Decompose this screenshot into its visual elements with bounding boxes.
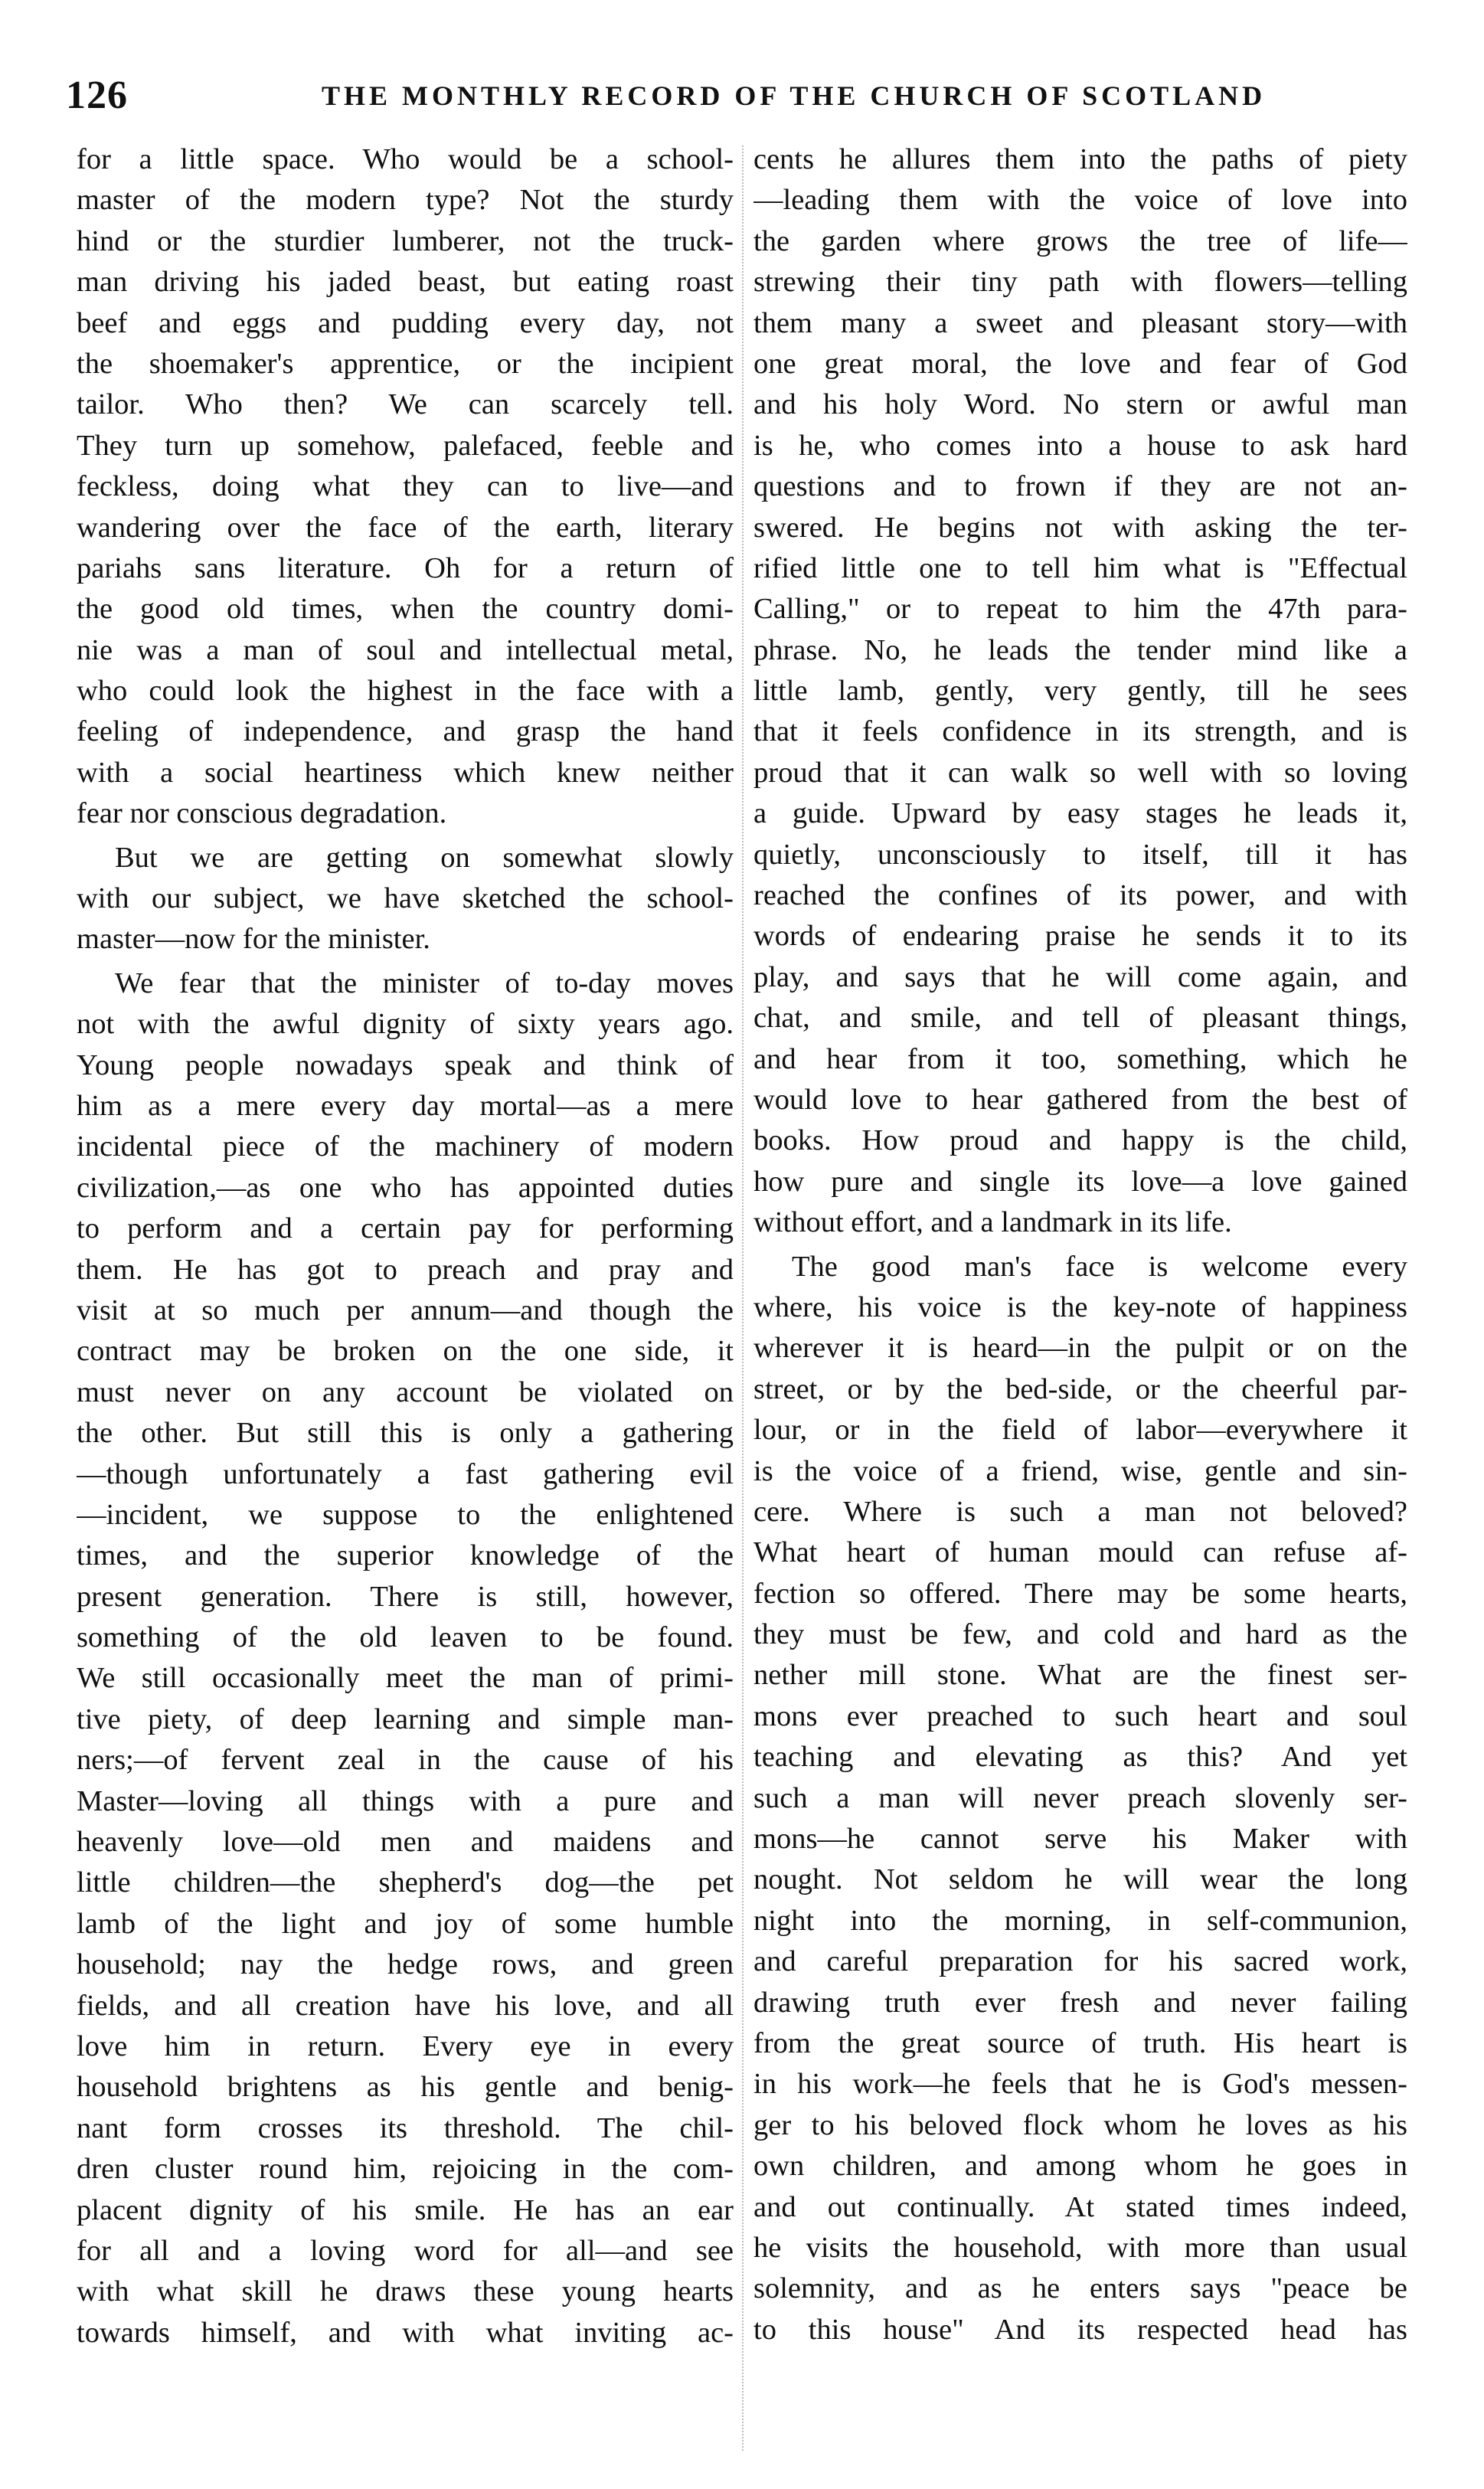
text-line: one great moral, the love and fear of God <box>753 347 1407 380</box>
left-column <box>77 139 734 2452</box>
text-line: something of the old leaven to be found. <box>77 1621 734 1654</box>
text-line: in his work—he feels that he is God's messen- <box>753 2068 1407 2101</box>
text-line: Young people nowadays speak and think of <box>77 1048 734 1081</box>
text-line: fection so offered. There may be some hearts, <box>753 1577 1407 1610</box>
text-line: quietly, unconsciously to itself, till it has <box>753 838 1407 871</box>
text-line: feeling of independence, and grasp the hand <box>77 715 734 748</box>
text-line: how pure and single its love—a love gained <box>753 1165 1407 1198</box>
text-line: —leading them with the voice of love into <box>753 184 1407 217</box>
text-line: to this house" And its respected head has <box>753 2313 1407 2346</box>
text-line: play, and says that he will come again, and <box>753 960 1407 993</box>
text-line: and his holy Word. No stern or awful man <box>753 388 1407 421</box>
text-line: with a social heartiness which knew neither <box>77 756 734 789</box>
text-line: civilization,—as one who has appointed duties <box>77 1171 734 1204</box>
text-line: fear nor conscious degradation. <box>77 797 447 830</box>
text-line: visit at so much per annum—and though the <box>77 1294 734 1326</box>
text-line: a guide. Upward by easy stages he leads it, <box>753 797 1407 830</box>
text-line: night into the morning, in self-communion, <box>753 1904 1407 1937</box>
text-line: without effort, and a landmark in its life. <box>753 1206 1232 1239</box>
text-line: dren cluster round him, rejoicing in the com- <box>77 2153 734 2186</box>
text-line: man driving his jaded beast, but eating roast <box>77 266 734 299</box>
text-line: incidental piece of the machinery of modern <box>77 1130 734 1163</box>
text-line: them many a sweet and pleasant story—with <box>753 306 1407 339</box>
text-line: is he, who comes into a house to ask hard <box>753 429 1407 462</box>
text-line: that it feels confidence in its strength, and is <box>753 715 1407 748</box>
text-line: such a man will never preach slovenly ser- <box>753 1781 1407 1814</box>
text-line: lamb of the light and joy of some humble <box>77 1907 734 1940</box>
text-line: present generation. There is still, however, <box>77 1580 734 1613</box>
text-line: would love to hear gathered from the best of <box>753 1083 1407 1116</box>
text-line: who could look the highest in the face with a <box>77 675 734 708</box>
text-line: questions and to frown if they are not an- <box>753 470 1407 503</box>
text-line: reached the confines of its power, and with <box>753 879 1407 912</box>
text-line: But we are getting on somewhat slowly <box>115 841 734 874</box>
text-line: master of the modern type? Not the sturdy <box>77 184 734 217</box>
text-line: cents he allures them into the paths of piety <box>753 143 1407 175</box>
text-line: not with the awful dignity of sixty years ago. <box>77 1008 734 1041</box>
text-line: mons—he cannot serve his Maker with <box>753 1823 1407 1856</box>
right-column <box>753 139 1407 2452</box>
running-title: THE MONTHLY RECORD OF THE CHURCH OF SCOTLAND <box>322 80 1267 111</box>
text-line: they must be few, and cold and hard as the <box>753 1618 1407 1651</box>
text-line: and hear from it too, something, which he <box>753 1042 1407 1075</box>
text-line: must never on any account be violated on <box>77 1375 734 1408</box>
text-line: tailor. Who then? We can scarcely tell. <box>77 388 734 421</box>
text-line: pariahs sans literature. Oh for a return of <box>77 551 734 584</box>
text-line: heavenly love—old men and maidens and <box>77 1826 734 1859</box>
text-line: swered. He begins not with asking the ter- <box>753 511 1407 544</box>
column-divider <box>742 146 744 2451</box>
text-line: beef and eggs and pudding every day, not <box>77 306 734 339</box>
text-line: the other. But still this is only a gathering <box>77 1417 734 1450</box>
text-line: times, and the superior knowledge of the <box>77 1539 734 1572</box>
text-line: ners;—of fervent zeal in the cause of his <box>77 1744 734 1777</box>
text-line: him as a mere every day mortal—as a mere <box>77 1089 734 1122</box>
text-line: them. He has got to preach and pray and <box>77 1253 734 1286</box>
text-line: little lamb, gently, very gently, till he sees <box>753 675 1407 708</box>
text-line: the garden where grows the tree of life— <box>753 224 1407 257</box>
paragraph <box>77 963 734 2353</box>
text-line: he visits the household, with more than usual <box>753 2231 1407 2264</box>
text-line: and careful preparation for his sacred work, <box>753 1945 1407 1978</box>
text-line: with our subject, we have sketched the school- <box>77 882 734 915</box>
text-line: contract may be broken on the one side, it <box>77 1335 734 1368</box>
paragraph <box>753 139 1407 1244</box>
text-line: the good old times, when the country domi- <box>77 593 734 626</box>
text-line: The good man's face is welcome every <box>792 1250 1407 1283</box>
text-line: strewing their tiny path with flowers—telling <box>753 266 1407 299</box>
text-line: teaching and elevating as this? And yet <box>753 1741 1407 1774</box>
text-line: for all and a loving word for all—and see <box>77 2234 734 2267</box>
text-line: the shoemaker's apprentice, or the incipient <box>77 347 734 380</box>
text-line: with what skill he draws these young hearts <box>77 2275 734 2308</box>
text-line: own children, and among whom he goes in <box>753 2150 1407 2183</box>
text-line: —incident, we suppose to the enlightened <box>77 1498 734 1531</box>
text-line: nether mill stone. What are the finest ser- <box>753 1659 1407 1692</box>
text-line: What heart of human mould can refuse af- <box>753 1536 1407 1569</box>
text-line: towards himself, and with what inviting ac- <box>77 2316 734 2349</box>
paragraph <box>77 838 734 960</box>
text-line: words of endearing praise he sends it to its <box>753 920 1407 953</box>
paragraph <box>77 139 734 835</box>
text-line: wandering over the face of the earth, literary <box>77 511 734 544</box>
text-line: little children—the shepherd's dog—the pet <box>77 1866 734 1899</box>
text-line: mons ever preached to such heart and soul <box>753 1699 1407 1732</box>
text-line: Calling," or to repeat to him the 47th para- <box>753 593 1407 626</box>
text-line: where, his voice is the key-note of happiness <box>753 1290 1407 1323</box>
text-line: hind or the sturdier lumberer, not the truck- <box>77 224 734 257</box>
text-line: nie was a man of soul and intellectual metal, <box>77 633 734 666</box>
text-line: We fear that the minister of to-day moves <box>115 966 734 999</box>
text-line: and out continually. At stated times indeed, <box>753 2190 1407 2223</box>
text-line: fields, and all creation have his love, and all <box>77 1989 734 2022</box>
paragraph <box>753 1247 1407 2351</box>
text-line: to perform and a certain pay for performing <box>77 1212 734 1245</box>
text-line: proud that it can walk so well with so loving <box>753 756 1407 789</box>
text-line: drawing truth ever fresh and never failing <box>753 1986 1407 2019</box>
text-line: master—now for the minister. <box>77 923 430 956</box>
text-line: love him in return. Every eye in every <box>77 2029 734 2062</box>
text-line: street, or by the bed-side, or the cheerful par- <box>753 1372 1407 1405</box>
page-number: 126 <box>66 74 128 117</box>
text-line: lour, or in the field of labor—everywhere it <box>753 1414 1407 1447</box>
text-line: from the great source of truth. His heart is <box>753 2026 1407 2059</box>
text-line: rified little one to tell him what is "Effectual <box>753 551 1407 584</box>
text-line: —though unfortunately a fast gathering evil <box>77 1457 734 1490</box>
text-line: ger to his beloved flock whom he loves as his <box>753 2108 1407 2141</box>
text-line: They turn up somehow, palefaced, feeble and <box>77 429 734 462</box>
text-line: is the voice of a friend, wise, gentle and sin- <box>753 1454 1407 1487</box>
text-line: for a little space. Who would be a school- <box>77 143 734 175</box>
page-header <box>0 0 1484 130</box>
text-line: nant form crosses its threshold. The chil- <box>77 2111 734 2144</box>
text-line: books. How proud and happy is the child, <box>753 1124 1407 1157</box>
text-line: placent dignity of his smile. He has an ear <box>77 2193 734 2226</box>
text-line: household; nay the hedge rows, and green <box>77 1948 734 1981</box>
text-line: tive piety, of deep learning and simple man- <box>77 1702 734 1735</box>
text-line: Master—loving all things with a pure and <box>77 1784 734 1817</box>
text-line: phrase. No, he leads the tender mind like a <box>753 633 1407 666</box>
text-line: wherever it is heard—in the pulpit or on the <box>753 1332 1407 1365</box>
text-line: solemnity, and as he enters says "peace be <box>753 2272 1407 2305</box>
text-line: cere. Where is such a man not beloved? <box>753 1495 1407 1528</box>
text-line: chat, and smile, and tell of pleasant things, <box>753 1002 1407 1035</box>
text-line: household brightens as his gentle and benig- <box>77 2071 734 2104</box>
text-line: We still occasionally meet the man of primi- <box>77 1662 734 1695</box>
text-line: feckless, doing what they can to live—and <box>77 470 734 503</box>
text-line: nought. Not seldom he will wear the long <box>753 1863 1407 1896</box>
